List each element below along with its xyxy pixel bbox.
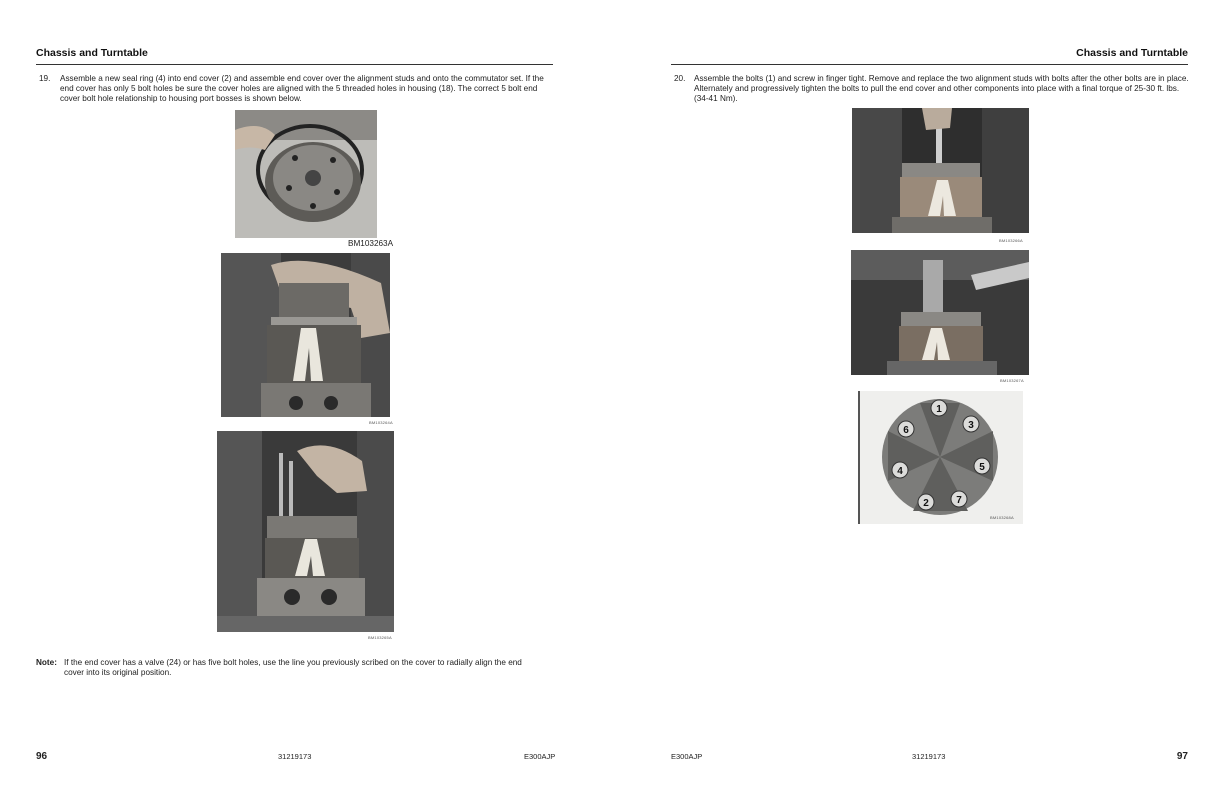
page-number: 96 xyxy=(36,751,48,762)
model-name: E300AJP xyxy=(524,752,556,761)
page-number: 97 xyxy=(1176,751,1188,762)
bolt-label-2: 2 xyxy=(923,498,929,509)
image-caption: BM103267A xyxy=(1000,378,1024,383)
step-text: Assemble the bolts (1) and screw in finger tight. Remove and replace the two alignment studs with bolts after the other bolts are in place. Alternately and progressively tighten the bolts to pull the end cover and other components into place with a final torque of 25-30 ft. lbs. (34-41 Nm). xyxy=(694,74,1189,104)
document-number: 31219173 xyxy=(278,752,312,761)
right-page xyxy=(612,0,1224,792)
bolt-label-7: 7 xyxy=(956,495,962,506)
torque-bolts-photo xyxy=(851,250,1029,375)
header-rule xyxy=(671,64,1188,65)
bolt-label-3: 3 xyxy=(968,420,974,431)
image-caption: BM103266A xyxy=(999,238,1023,243)
note xyxy=(36,658,536,680)
note-text: If the end cover has a valve (24) or has five bolt holes, use the line you previously scribed on the cover to radially align the end cover into its original position. xyxy=(64,658,522,678)
model-name: E300AJP xyxy=(671,752,703,761)
note-label: Note: xyxy=(36,658,57,667)
alignment-stud-photo xyxy=(217,431,394,632)
step-number: 20. xyxy=(674,74,686,83)
image-caption: BM103263A xyxy=(348,239,394,248)
image-caption: BM103264A xyxy=(369,420,393,425)
step-19 xyxy=(36,74,554,106)
bolt-label-5: 5 xyxy=(979,462,985,473)
bolt-tightening-sequence-image xyxy=(858,391,1023,524)
document-number: 31219173 xyxy=(912,752,946,761)
step-text: Assemble a new seal ring (4) into end cover (2) and assemble end cover over the alignment studs and onto the commutator set. If the end cover has only 5 bolt holes be sure the cover holes are aligned with the 5 threaded holes in housing (18). The correct 5 bolt end cover bolt hole relationship to housing port bosses is shown below. xyxy=(60,74,544,104)
header-rule xyxy=(36,64,553,65)
bolt-installation-photo xyxy=(852,108,1029,233)
section-header: Chassis and Turntable xyxy=(1076,47,1188,59)
bolt-label-1: 1 xyxy=(936,404,942,415)
end-cover-installation-photo xyxy=(221,253,390,417)
bolt-label-6: 6 xyxy=(903,425,909,436)
image-caption: BM103265A xyxy=(368,635,392,640)
bolt-label-4: 4 xyxy=(897,466,903,477)
image-caption: BM103268A xyxy=(990,515,1014,520)
step-number: 19. xyxy=(39,74,51,83)
end-cover-seal-ring-photo xyxy=(235,110,377,238)
section-header: Chassis and Turntable xyxy=(36,47,148,59)
step-20 xyxy=(671,74,1189,106)
